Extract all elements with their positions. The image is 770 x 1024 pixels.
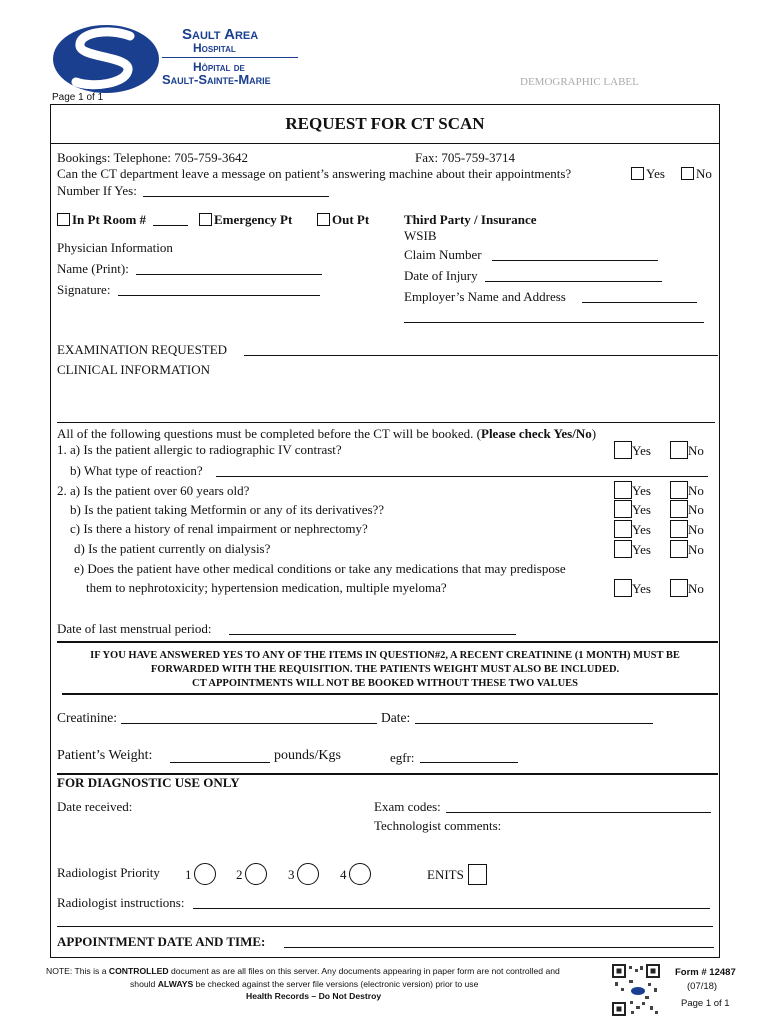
tech-comments-label: Technologist comments: [374,818,502,833]
menstrual-field[interactable] [229,634,516,635]
q2b-text: b) Is the patient taking Metformin or any of its derivatives?? [70,502,385,517]
q2a-text: 2. a) Is the patient over 60 years old? [57,483,250,498]
warning-bottom-rule [62,693,718,695]
footer-note-3: Health Records – Do Not Destroy [246,991,382,1001]
in-pt-room-field[interactable] [153,225,188,226]
form-version: (07/18) [687,981,718,992]
q2a-no-checkbox[interactable]: No [670,481,704,499]
logo-divider [162,57,298,58]
appointment-field[interactable] [284,947,714,948]
q2c-no-checkbox[interactable]: No [670,520,704,538]
physician-name-label: Name (Print): [57,261,129,276]
weight-units: pounds/Kgs [274,748,341,763]
menstrual-label: Date of last menstrual period: [57,621,212,636]
employer-field-2[interactable] [404,322,704,323]
q2d-text: d) Is the patient currently on dialysis? [74,541,271,556]
form-title: REQUEST FOR CT SCAN [285,114,485,133]
clinical-info-label: CLINICAL INFORMATION [57,362,210,377]
egfr-field[interactable] [420,762,518,763]
in-pt-checkbox[interactable]: In Pt Room # [57,212,146,228]
wsib-label: WSIB [404,228,437,243]
q2e-text-2: them to nephrotoxicity; hypertension medication, multiple myeloma? [86,580,447,595]
radiologist-instructions-field-2[interactable] [57,926,713,927]
warning-line-3: CT APPOINTMENTS WILL NOT BE BOOKED WITHOUT THESE TWO VALUES [191,678,578,689]
creatinine-field[interactable] [121,723,377,724]
page-indicator: Page 1 of 1 [52,92,104,103]
hospital-logo [52,24,160,94]
hospital-name-fr-2: Sault-Sainte-Marie [162,72,271,87]
hospital-name-fr-1: Hôpital de [193,60,245,74]
questions-intro: All of the following questions must be completed before the CT will be booked. (Please check Yes/No) [57,426,597,441]
appointment-label: APPOINTMENT DATE AND TIME: [57,934,266,949]
q1b-field[interactable] [216,476,708,477]
footer-page: Page 1 of 1 [681,998,730,1009]
title-divider [50,143,720,144]
date-of-injury-field[interactable] [485,281,662,282]
creatinine-date-field[interactable] [415,723,653,724]
hospital-name-en-2: Hospital [193,41,236,55]
radiologist-instructions-label: Radiologist instructions: [57,895,185,910]
hospital-name-en-1: Sault Area [182,26,259,43]
warning-line-2: FORWARDED WITH THE REQUISITION. THE PATIENTS WEIGHT MUST ALSO BE INCLUDED. [150,664,620,675]
date-received-label: Date received: [57,799,133,814]
footer-note-2: should ALWAYS be checked against the server file versions (electronic version) prior to use [130,979,479,989]
third-party-heading: Third Party / Insurance [404,212,537,227]
q1a-no-checkbox[interactable]: No [670,441,704,459]
q2b-no-checkbox[interactable]: No [670,500,704,518]
q2e-yes-checkbox[interactable]: Yes [614,579,651,597]
out-pt-checkbox[interactable]: Out Pt [317,212,369,228]
physician-heading: Physician Information [57,240,173,255]
physician-signature-field[interactable] [118,295,320,296]
physician-signature-label: Signature: [57,282,111,297]
q2d-no-checkbox[interactable]: No [670,540,704,558]
q2c-text: c) Is there a history of renal impairment or nephrectomy? [70,521,368,536]
radiologist-priority-label: Radiologist Priority [57,865,160,880]
clinical-info-field[interactable] [57,422,715,423]
warning-top-rule [57,641,718,643]
diagnostic-heading: FOR DIAGNOSTIC USE ONLY [57,775,240,790]
number-if-yes: Number If Yes: [57,183,137,198]
emergency-pt-checkbox[interactable]: Emergency Pt [199,212,292,228]
radiologist-instructions-field[interactable] [193,908,710,909]
exam-requested-label: EXAMINATION REQUESTED [57,342,228,357]
number-if-yes-field[interactable] [143,196,329,197]
egfr-label: egfr: [390,750,415,765]
q1b-text: b) What type of reaction? [70,463,203,478]
creatinine-label: Creatinine: [57,710,117,725]
message-question: Can the CT department leave a message on patient’s answering machine about their appointments? [57,166,572,181]
enits-checkbox[interactable]: ENITS [427,864,489,885]
physician-name-field[interactable] [136,274,322,275]
q2e-no-checkbox[interactable]: No [670,579,704,597]
demographic-label: DEMOGRAPHIC LABEL [520,76,639,88]
message-no-checkbox[interactable]: No [681,166,712,182]
weight-field[interactable] [170,762,270,763]
warning-line-1: IF YOU HAVE ANSWERED YES TO ANY OF THE ITEMS IN QUESTION#2, A RECENT CREATININE (1 MONTH) MUST BE [90,650,680,661]
exam-codes-label: Exam codes: [374,799,441,814]
weight-label: Patient’s Weight: [57,748,153,763]
employer-label: Employer’s Name and Address [404,289,566,304]
q1a-text: 1. a) Is the patient allergic to radiographic IV contrast? [57,442,342,457]
qr-code-icon [612,964,660,1016]
q2a-yes-checkbox[interactable]: Yes [614,481,651,499]
q1a-yes-checkbox[interactable]: Yes [614,441,651,459]
claim-number-label: Claim Number [404,247,482,262]
message-yes-checkbox[interactable]: Yes [631,166,665,182]
exam-codes-field[interactable] [446,812,711,813]
claim-number-field[interactable] [492,260,658,261]
q2e-text-1: e) Does the patient have other medical conditions or take any medications that may predispose [74,561,566,576]
creatinine-date-label: Date: [381,710,411,725]
bookings-fax: Fax: 705-759-3714 [415,150,516,165]
date-of-injury-label: Date of Injury [404,268,478,283]
priority-3-radio[interactable]: 3 [288,863,319,885]
priority-2-radio[interactable]: 2 [236,863,267,885]
exam-requested-field[interactable] [244,355,718,356]
footer-note-1: NOTE: This is a CONTROLLED document as are all files on this server. Any documents appearing in paper form are not controlled and [46,966,560,976]
q2d-yes-checkbox[interactable]: Yes [614,540,651,558]
q2c-yes-checkbox[interactable]: Yes [614,520,651,538]
form-number: Form # 12487 [675,967,736,978]
priority-1-radio[interactable]: 1 [185,863,216,885]
priority-4-radio[interactable]: 4 [340,863,371,885]
employer-field[interactable] [582,302,697,303]
q2b-yes-checkbox[interactable]: Yes [614,500,651,518]
bookings-telephone: Bookings: Telephone: 705-759-3642 [57,150,248,165]
